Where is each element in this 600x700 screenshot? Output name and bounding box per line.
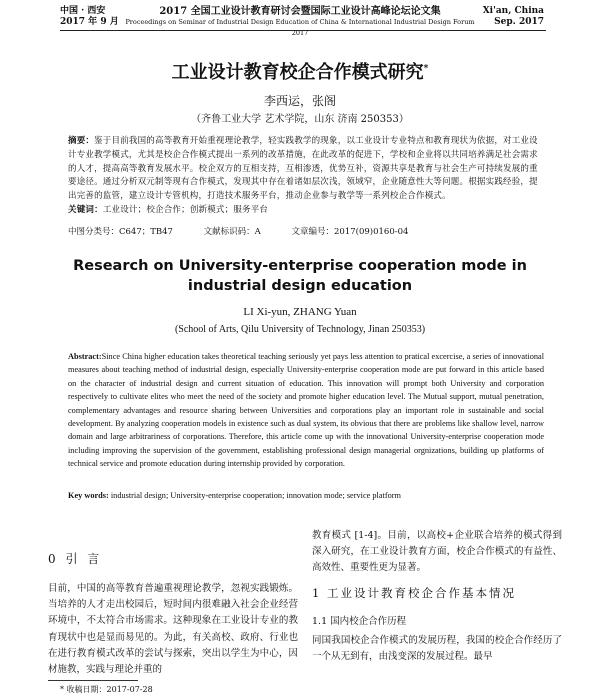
footnote-divider — [48, 680, 138, 681]
section-heading-introduction: 0 引 言 — [48, 552, 103, 566]
abstract-en-label: Abstract: — [68, 352, 102, 361]
subsection-1-1-text: 同国我国校企合作模式的发展历程，我国的校企合作经历了一个从无到有，由浅变深的发展过程。最早 — [312, 634, 562, 662]
running-header-left — [60, 6, 119, 28]
keywords-en-label: Key words: — [68, 491, 109, 500]
header-location-en: Xi'an, China — [482, 6, 544, 16]
section-heading-1: 1 工业设计教育校企合作基本情况 — [312, 585, 516, 600]
classification-line — [68, 225, 544, 237]
document-code: 文献标识码：A — [203, 227, 261, 237]
abstract-zh — [68, 135, 544, 218]
authors-zh: 李西运，张阁 — [263, 94, 336, 108]
affiliation-en: (School of Arts, Qilu University of Technology, Jinan 250353) — [174, 324, 426, 335]
keywords-zh-text: 工业设计；校企合作；创新模式；服务平台 — [102, 204, 269, 215]
received-date-footnote: * 收稿日期：2017-07-28 — [60, 685, 153, 694]
keywords-zh-label: 关键词： — [68, 204, 103, 215]
subsection-heading-1-1: 1.1 国内校企合作历程 — [312, 615, 407, 627]
keywords-en — [68, 491, 544, 500]
article-number: 文章编号：2017(09)0160-04 — [291, 227, 409, 237]
title-footnote-mark: * — [423, 64, 429, 74]
abstract-zh-text: 鉴于目前我国的高等教育开始重视理论教学，轻实践教学的现象，以工业设计专业特点和教育现状为依据，对工业设计专业教学模式，尤其是校企合作模式提出一系列的改革措施，在此改革的促进下，学校和企业将以共同培养满足社会需求的人才，提高高等教育发展水平。校企双方的互相支持，互相渗透，优势互补，资源共享是教育与社会生产可持续发展的重要途径。通过分析双元制等现有合作模式，发现其中存在着诸如层次浅，领域窄，企业随意性大等问题。根据实践经验，提出完善的监管，建立设计专管机构，打造技术服务平台，推动企业参与教学等一系列校企合作模式。 — [68, 136, 538, 202]
intro-continued-text: 教育模式 [1-4]。目前，以高校+企业联合培养的模式得到深入研究，在工业设计教育方面，校企合作模式的有益性、高效性、重要性更为显著。 — [312, 530, 562, 574]
header-divider — [60, 30, 546, 31]
header-date-en: Sep. 2017 — [494, 17, 544, 27]
abstract-zh-label: 摘要： — [68, 136, 95, 146]
proceedings-title-en: Proceedings on Seminar of Industrial Design Education of China & International Industrial Design Forum 2017 — [125, 18, 475, 37]
abstract-en-text: Since China higher education takes theoretical teaching seriously yet pays less attention to pratical excercise, a series of innovational measures about teaching method of industrial design, especially University-enterprise cooperation mode are put forward in this article based on the character of industrial design and current situation of education. This innovation will prompt both University and corporation respectively to cultivate elites who meet the need of the society and promote higher education level. The Mutual support, mutual penetration, complementary advantages and resource sharing between Universities and corporations play an important role in sustainable and social development. By analyzing cooperation models in existence such as dual system, its obvious that there are problems like shallow level, narrow domain and large arbitrariness of corporations. Therefore, this article come up with the innovational University-enterprise cooperation mode including improving the supervision of the government, establishing professional design managerial orgnizations, building up platforms of technical service and promote education during internship provided by corporation. — [68, 352, 544, 469]
body-right-column — [312, 528, 562, 665]
authors-en: LI Xi-yun, ZHANG Yuan — [243, 306, 357, 318]
keywords-en-text: industrial design; University-enterprise cooperation; innovation mode; service platform — [110, 491, 401, 500]
section-introduction-text: 目前，中国的高等教育普遍重视理论教学，忽视实践锻炼。当培养的人才走出校园后，短时间内很难融入社会企业经营环境中，不太符合市场需求。这种现象在工业设计专业的教育现状中也是显而易见的。为此，有关高校、政府、行业也在进行教育模式改革的尝试与探索，突出以学生为中心，因材施教，实践与理论并重的 — [48, 583, 298, 676]
paper-title-en: Research on University-enterprise cooperation mode in industrial design education — [73, 258, 527, 294]
proceedings-title-zh: 2017 全国工业设计教育研讨会暨国际工业设计高峰论坛论文集 — [159, 6, 441, 17]
affiliation-zh: （齐鲁工业大学 艺术学院，山东 济南 250353） — [191, 114, 409, 125]
keywords-zh — [68, 204, 544, 218]
body-left-column — [48, 550, 298, 678]
abstract-en — [68, 350, 544, 471]
running-header-right — [483, 6, 544, 28]
running-header-center — [120, 6, 480, 39]
clc-number: 中图分类号：C647；TB47 — [68, 227, 173, 237]
header-date: 2017 年 9 月 — [60, 17, 119, 27]
paper-title-zh — [0, 58, 600, 84]
header-location: 中国 · 西安 — [60, 6, 106, 16]
paper-title-zh-text: 工业设计教育校企合作模式研究 — [171, 62, 424, 83]
